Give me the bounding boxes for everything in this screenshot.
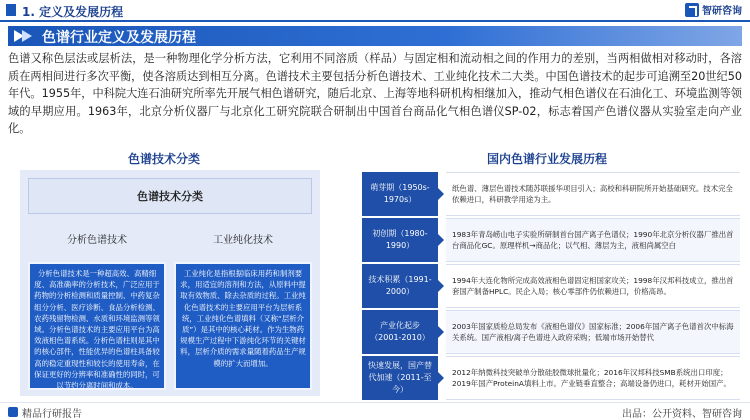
timeline-stage	[362, 310, 740, 354]
stage-description: 1994年大连化物所完成高效液相色谱固定相国家攻关；1998年汉邦科技成立，推出首套国产制备HPLC。民企入局；核心零部件仍依赖进口，价格高昂。	[446, 264, 740, 308]
footer-source-text: 出品：公开资料、智研咨询	[622, 409, 742, 420]
top-bar	[0, 0, 750, 22]
analytical-chromatography-description: 分析色谱技术是一种超高效、高精细度、高准确率的分析技术，广泛应用于药物的分析检测和质量控制、中药复杂组分分析、医疗诊断、食品分析检测、农药残留物检测、水质和环境监测等领域。分析色谱技术的主要应用平台为高效液相色谱系统。分析色谱柱则是其中的核心部件，性能优异的色谱柱具备较高的稳定重现性和较长的使用寿命，在保证更好的分辨率和准确性的同时，可以节约分离时间和成本。	[28, 262, 166, 390]
arrow-icon-secondary	[22, 30, 32, 42]
industrial-purification-label: 工业纯化技术	[213, 234, 273, 246]
footer	[0, 402, 750, 420]
timeline-stage	[362, 172, 740, 216]
stage-label: 快速发展，国产替代加速（2011-至今）	[362, 356, 438, 400]
section-marker-icon	[6, 4, 16, 16]
industrial-purification-description: 工业纯化是指根据临床用药和制剂要求，用适宜的溶剂和方法，从原料中提取有效物质、除去杂质的过程。工业纯化色谱技术的主要应用平台为层析系统，工业纯化色谱填料（又称“层析介质”）是其中的核心耗材。作为生物药规模生产过程中下游纯化环节的关键材料，层析介质的需求量随着药品生产规模的扩大而增加。	[174, 262, 312, 390]
page-title: 色谱行业定义及发展历程	[42, 30, 196, 46]
footer-left-text: 精品行研报告	[22, 409, 82, 420]
section-title: 1. 定义及发展历程	[22, 5, 124, 19]
category-header: 色谱技术分类	[28, 178, 312, 214]
brand-logo-icon	[685, 3, 699, 17]
analytical-chromatography-label: 分析色谱技术	[67, 234, 127, 246]
brand-logo	[685, 2, 742, 17]
stage-label: 萌芽期（1950s-1970s）	[362, 172, 438, 216]
timeline-stage	[362, 264, 740, 308]
timeline-stage	[362, 356, 740, 400]
right-column-title: 国内色谱行业发展历程	[487, 152, 608, 166]
stage-description: 2003年国家质检总局发布《液相色谱仪》国家标准；2006年国产离子色谱首次中标海关系统。国产液相/离子色谱进入政府采购；低端市场开始替代	[446, 310, 740, 354]
stage-label: 初创期（1980-1990）	[362, 218, 438, 262]
classification-panel	[20, 170, 320, 396]
stage-description: 纸色谱、薄层色谱技术随苏联援华项目引入；高校和科研院所开始基础研究。技术完全依赖进口，科研教学用途为主。	[446, 172, 740, 216]
stage-description: 2012年纳微科技突破单分散硅胶微球批量化；2016年汉邦科技SMB系统出口印度；2019年国产ProteinA填料上市。产业链垂直整合；高端设备仍进口，耗材开始国产。	[446, 356, 740, 400]
brand-name: 智研咨询	[702, 6, 742, 17]
left-column-title: 色谱技术分类	[128, 152, 201, 166]
stage-description: 1983年青岛崂山电子实验所研制首台国产离子色谱仪；1990年北京分析仪器厂推出首台商品化GC。原理样机→商品化；以气相、薄层为主，液相尚属空白	[446, 218, 740, 262]
title-banner	[8, 26, 742, 46]
stage-label: 技术积累（1991-2000）	[362, 264, 438, 308]
intro-paragraph: 色谱又称色层法或层析法，是一种物理化学分析方法，它利用不同溶质（样品）与固定相和流动相之间的作用力的差别，当两相做相对移动时，各溶质在两相间进行多次平衡，使各溶质达到相互分离。色谱技术主要包括分析色谱技术、工业纯化技术二大类。中国色谱技术的起步可追溯至20世纪50年代。1955年，中科院大连石油研究所率先开展气相色谱研究，随后北京、上海等地科研机构相继加入，推动气相色谱仪在石油化工、环境监测等领域的早期应用。1963年，北京分析仪器厂与北京化工研究院联合研制出中国首台商品化气相色谱仪SP-02，标志着国产色谱仪器从实验室走向产业化。	[8, 52, 742, 136]
timeline-stage	[362, 218, 740, 262]
stage-label: 产业化起步（2001-2010）	[362, 310, 438, 354]
top-divider	[0, 20, 750, 22]
report-icon	[8, 407, 18, 417]
